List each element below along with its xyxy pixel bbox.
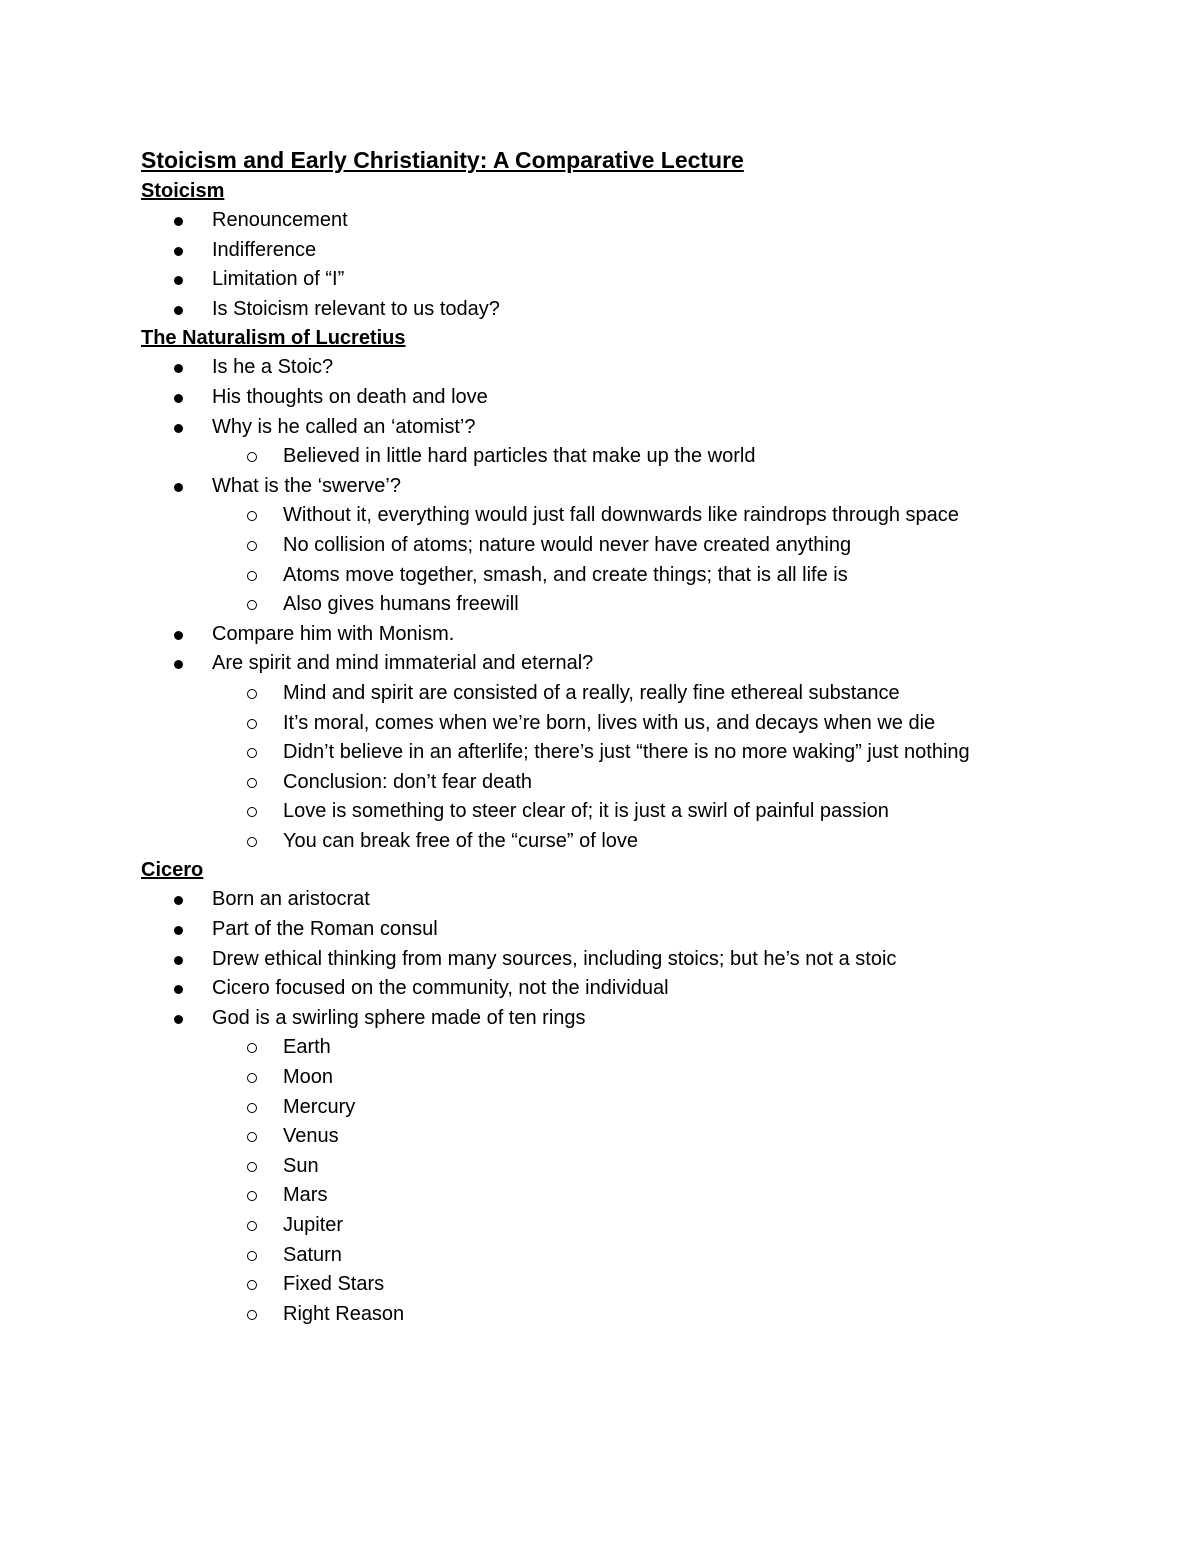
list-item: [141, 413, 1141, 443]
lucretius-list-cont: [141, 472, 1141, 502]
bullet-icon: [174, 364, 183, 373]
bullet-icon: [174, 483, 183, 492]
sub-list-item-text: Didn’t believe in an afterlife; there’s just “there is no more waking” just nothing: [283, 741, 970, 764]
circle-bullet-icon: [247, 541, 257, 551]
list-item: [141, 236, 1141, 266]
section-heading-lucretius: The Naturalism of Lucretius: [141, 327, 406, 350]
list-item-text: Is Stoicism relevant to us today?: [212, 297, 500, 320]
sub-list-item: [141, 1211, 1141, 1241]
list-item-text: Drew ethical thinking from many sources, including stoics; but he’s not a stoic: [212, 947, 897, 970]
sub-list-item-text: Also gives humans freewill: [283, 593, 519, 616]
sub-list-item: [141, 827, 1141, 857]
bullet-icon: [174, 956, 183, 965]
sub-list-item-text: Right Reason: [283, 1302, 405, 1325]
cicero-list: [141, 885, 1141, 1033]
sub-list-item-text: Earth: [283, 1036, 331, 1059]
bullet-icon: [174, 306, 183, 315]
sub-list-item-text: It’s moral, comes when we’re born, lives with us, and decays when we die: [283, 711, 936, 734]
sub-list-item-text: Venus: [283, 1125, 339, 1148]
sub-list-item: [141, 1093, 1141, 1123]
sub-list-item: [141, 1152, 1141, 1182]
list-item: [141, 620, 1141, 650]
list-item: [141, 945, 1141, 975]
list-item: [141, 383, 1141, 413]
list-item-text: Is he a Stoic?: [212, 356, 334, 379]
list-item: [141, 353, 1141, 383]
sub-list-item-text: Saturn: [283, 1243, 342, 1266]
sub-list-item: [141, 590, 1141, 620]
sub-list-item-text: Mars: [283, 1184, 328, 1207]
sub-list-item-text: Love is something to steer clear of; it is just a swirl of painful passion: [283, 800, 889, 823]
lucretius-list-cont2: [141, 620, 1141, 679]
list-item-text: Why is he called an ‘atomist’?: [212, 415, 476, 438]
list-item-text: Renouncement: [212, 209, 348, 231]
circle-bullet-icon: [247, 689, 257, 699]
bullet-icon: [174, 217, 183, 226]
sub-list-item-text: Sun: [283, 1154, 319, 1177]
list-item-text: God is a swirling sphere made of ten rings: [212, 1006, 586, 1029]
sub-list-item: [141, 1122, 1141, 1152]
sub-list-item-text: Believed in little hard particles that make up the world: [283, 445, 756, 468]
circle-bullet-icon: [247, 778, 257, 788]
circle-bullet-icon: [247, 807, 257, 817]
sub-list-item: [141, 768, 1141, 798]
list-item: [141, 915, 1141, 945]
list-item: [141, 206, 1141, 236]
list-item: [141, 472, 1141, 502]
sub-list-item-text: Conclusion: don’t fear death: [283, 770, 533, 793]
page-title: Stoicism and Early Christianity: A Comparative Lecture: [141, 147, 744, 173]
rings-sublist: [141, 1033, 1141, 1329]
circle-bullet-icon: [247, 600, 257, 610]
sub-list-item: [141, 561, 1141, 591]
sub-list-item-text: Atoms move together, smash, and create things; that is all life is: [283, 563, 848, 586]
section-heading-stoicism: Stoicism: [141, 180, 225, 202]
bullet-icon: [174, 631, 183, 640]
circle-bullet-icon: [247, 748, 257, 758]
stoicism-list: [141, 206, 1141, 324]
list-item: [141, 295, 1141, 325]
sub-list-item: [141, 1270, 1141, 1300]
sub-list-item-text: Mind and spirit are consisted of a really, really fine ethereal substance: [283, 681, 900, 704]
sub-list-item: [141, 738, 1141, 768]
bullet-icon: [174, 394, 183, 403]
bullet-icon: [174, 276, 183, 285]
circle-bullet-icon: [247, 1043, 257, 1053]
sub-list-item: [141, 1300, 1141, 1330]
bullet-icon: [174, 926, 183, 935]
sub-list-item: [141, 1063, 1141, 1093]
sub-list-item-text: Mercury: [283, 1095, 356, 1118]
sub-list-item: [141, 1033, 1141, 1063]
list-item: [141, 885, 1141, 915]
lecture-notes: [141, 143, 1141, 1329]
atomist-sublist: [141, 442, 1141, 472]
list-item: [141, 649, 1141, 679]
section-heading-cicero: Cicero: [141, 859, 204, 882]
list-item-text: What is the ‘swerve’?: [212, 474, 401, 497]
list-item: [141, 265, 1141, 295]
circle-bullet-icon: [247, 452, 257, 462]
circle-bullet-icon: [247, 1191, 257, 1201]
list-item-text: Indifference: [212, 238, 317, 261]
bullet-icon: [174, 985, 183, 994]
bullet-icon: [174, 896, 183, 905]
circle-bullet-icon: [247, 571, 257, 581]
circle-bullet-icon: [247, 1251, 257, 1261]
list-item-text: Are spirit and mind immaterial and eternal?: [212, 652, 594, 675]
list-item-text: Part of the Roman consul: [212, 918, 438, 941]
list-item-text: Compare him with Monism.: [212, 622, 455, 645]
circle-bullet-icon: [247, 1310, 257, 1320]
list-item-text: His thoughts on death and love: [212, 385, 488, 408]
circle-bullet-icon: [247, 837, 257, 847]
list-item: [141, 974, 1141, 1004]
sub-list-item-text: You can break free of the “curse” of love: [283, 829, 639, 852]
list-item-text: Limitation of “I”: [212, 268, 345, 291]
sub-list-item-text: Moon: [283, 1066, 334, 1089]
sub-list-item: [141, 531, 1141, 561]
sub-list-item: [141, 1181, 1141, 1211]
bullet-icon: [174, 1015, 183, 1024]
circle-bullet-icon: [247, 719, 257, 729]
list-item: [141, 1004, 1141, 1034]
sub-list-item-text: Jupiter: [283, 1214, 344, 1236]
sub-list-item: [141, 501, 1141, 531]
sub-list-item: [141, 709, 1141, 739]
sub-list-item: [141, 1241, 1141, 1271]
circle-bullet-icon: [247, 1103, 257, 1113]
bullet-icon: [174, 424, 183, 433]
spirit-sublist: [141, 679, 1141, 857]
sub-list-item: [141, 797, 1141, 827]
circle-bullet-icon: [247, 511, 257, 521]
swerve-sublist: [141, 501, 1141, 619]
circle-bullet-icon: [247, 1280, 257, 1290]
bullet-icon: [174, 660, 183, 669]
sub-list-item-text: Without it, everything would just fall downwards like raindrops through space: [283, 504, 959, 527]
list-item-text: Born an aristocrat: [212, 888, 370, 911]
circle-bullet-icon: [247, 1221, 257, 1231]
circle-bullet-icon: [247, 1132, 257, 1142]
sub-list-item: [141, 442, 1141, 472]
circle-bullet-icon: [247, 1073, 257, 1083]
bullet-icon: [174, 247, 183, 256]
lucretius-list: [141, 353, 1141, 442]
sub-list-item-text: Fixed Stars: [283, 1273, 385, 1296]
sub-list-item-text: No collision of atoms; nature would never have created anything: [283, 533, 852, 556]
circle-bullet-icon: [247, 1162, 257, 1172]
list-item-text: Cicero focused on the community, not the individual: [212, 977, 669, 1000]
sub-list-item: [141, 679, 1141, 709]
